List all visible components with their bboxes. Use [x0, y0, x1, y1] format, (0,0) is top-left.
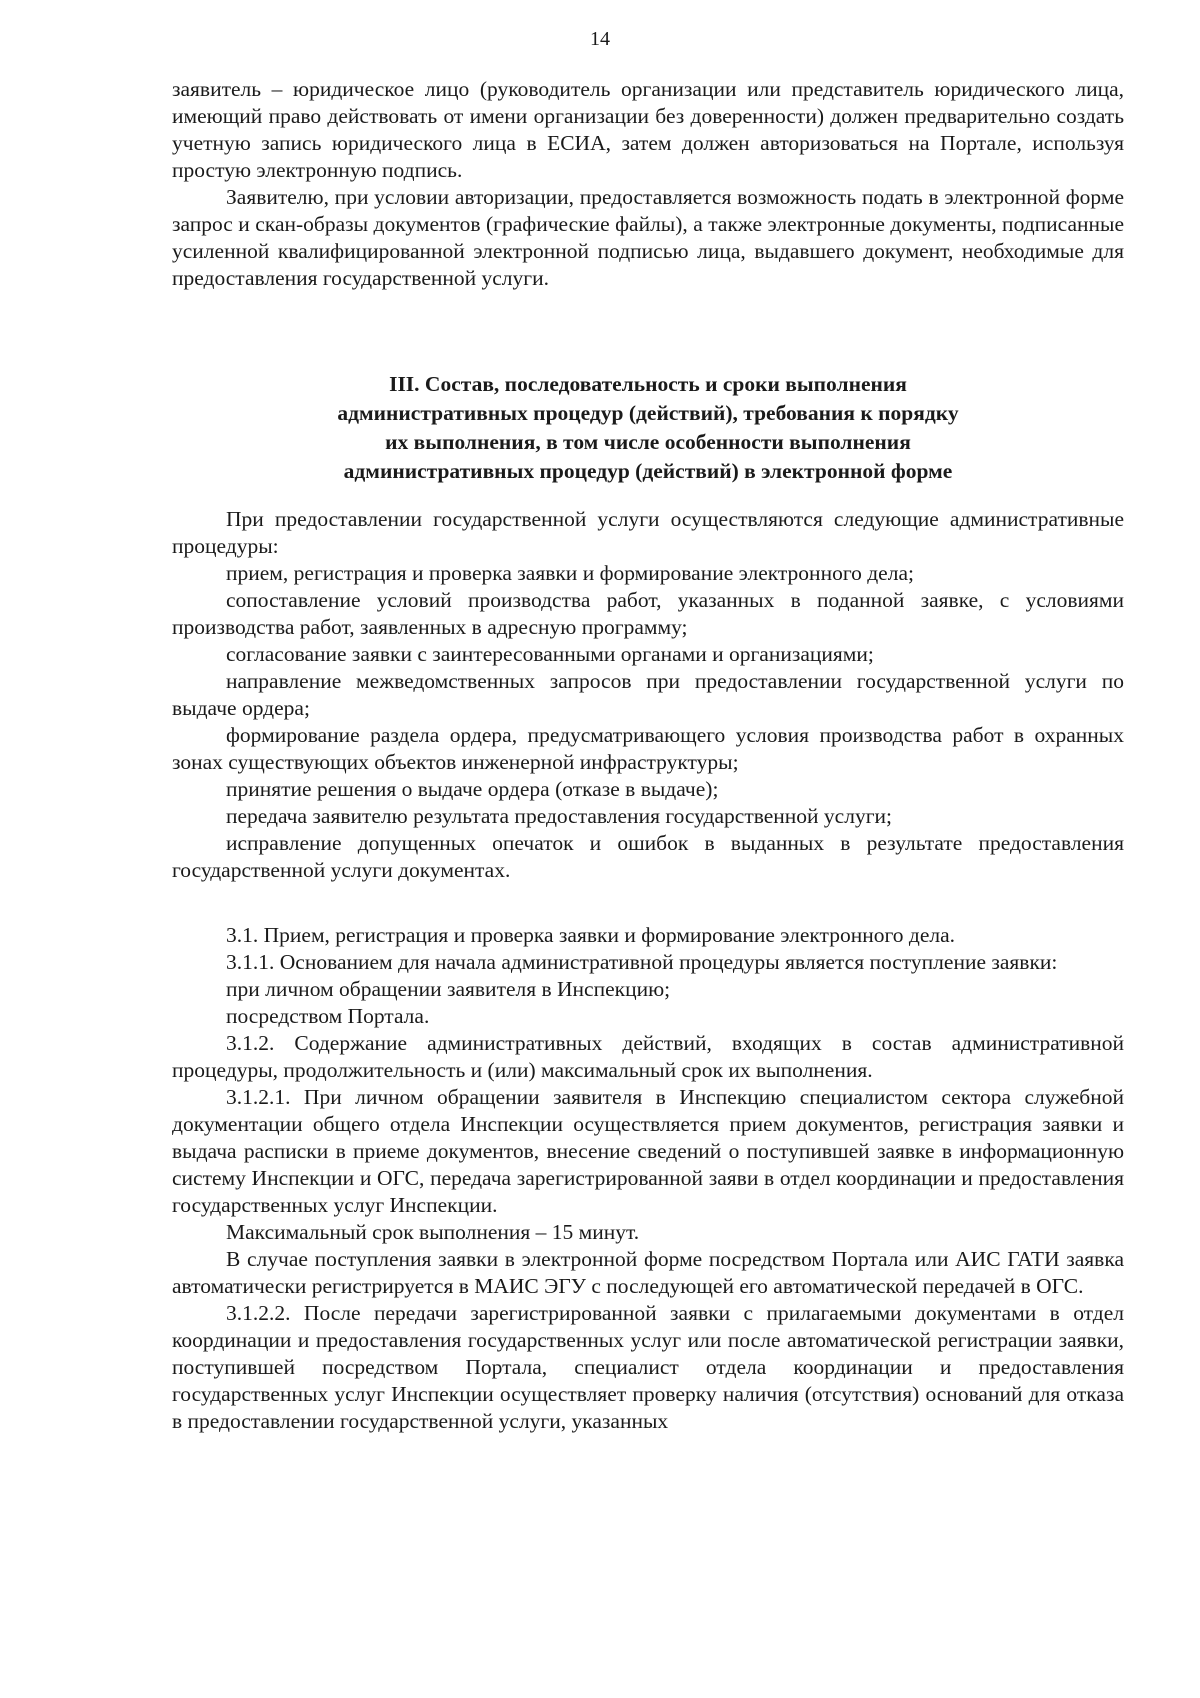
portal-case-paragraph: В случае поступления заявки в электронной форме посредством Портала или АИС ГАТИ заявка автоматически регистрируется в МАИС ЭГУ с последующей его автоматической передачей в ОГС. — [172, 1247, 1124, 1298]
paragraph-3-1-2-2: 3.1.2.2. После передачи зарегистрированной заявки с прилагаемыми документами в отдел координации и предоставления государственных услуг или после автоматической регистрации заявки, поступившей посредством Портала, специалист отдела координации и предоставления государственных услуг Инспекции осуществляет проверку наличия (отсутствия) оснований для отказа в предоставлении государственной услуги, указанных — [172, 1301, 1124, 1433]
procedure-item: принятие решения о выдаче ордера (отказе в выдаче); — [226, 777, 719, 801]
procedures-intro: При предоставлении государственной услуги осуществляются следующие административные процедуры: — [172, 507, 1124, 558]
intro-paragraph: заявитель – юридическое лицо (руководитель организации или представитель юридического лица, имеющий право действовать от имени организации без доверенности) должен предварительно создать учетную запись юридического лица в ЕСИА, затем должен авторизоваться на Портале, используя простую электронную подпись. — [172, 77, 1124, 182]
section-heading-line: административных процедур (действий) в электронной форме — [343, 459, 953, 483]
spacer — [172, 486, 1124, 506]
paragraph-3-1-1: 3.1.1. Основанием для начала административной процедуры является поступление заявки: — [226, 950, 1058, 974]
page-number: 14 — [590, 28, 610, 50]
procedure-item: исправление допущенных опечаток и ошибок в выданных в результате предоставления государственной услуги документах. — [172, 831, 1124, 882]
spacer — [172, 292, 1124, 370]
procedure-item: передача заявителю результата предоставления государственной услуги; — [226, 804, 893, 828]
intro-paragraph: Заявителю, при условии авторизации, предоставляется возможность подать в электронной форме запрос и скан-образы документов (графические файлы), а также электронные документы, подписанные усиленной квалифицированной электронной подписью лица, выдавшего документ, необходимые для предоставления государственной услуги. — [172, 185, 1124, 290]
procedure-item: сопоставление условий производства работ, указанных в поданной заявке, с условиями производства работ, заявленных в адресную программу; — [172, 588, 1124, 639]
section-heading-line: III. Состав, последовательность и сроки выполнения — [389, 372, 907, 396]
procedure-item: согласование заявки с заинтересованными органами и организациями; — [226, 642, 874, 666]
max-time-paragraph: Максимальный срок выполнения – 15 минут. — [226, 1220, 640, 1244]
procedure-item: формирование раздела ордера, предусматривающего условия производства работ в охранных зонах существующих объектов инженерной инфраструктуры; — [172, 723, 1124, 774]
section-heading-line: их выполнения, в том числе особенности выполнения — [385, 430, 911, 454]
procedure-item: прием, регистрация и проверка заявки и формирование электронного дела; — [226, 561, 914, 585]
ground-item: посредством Портала. — [226, 1004, 430, 1028]
document-body — [172, 76, 1124, 1435]
procedure-item: направление межведомственных запросов при предоставлении государственной услуги по выдаче ордера; — [172, 669, 1124, 720]
subsection-title: 3.1. Прием, регистрация и проверка заявки и формирование электронного дела. — [226, 923, 956, 947]
paragraph-3-1-2-1: 3.1.2.1. При личном обращении заявителя в Инспекцию специалистом сектора служебной документации общего отдела Инспекции осуществляется прием документов, регистрация заявки и выдача расписки в приеме документов, внесение сведений о поступившей заявке в информационную систему Инспекции и ОГС, передача зарегистрированной заяви в отдел координации и предоставления государственных услуг Инспекции. — [172, 1085, 1124, 1217]
ground-item: при личном обращении заявителя в Инспекцию; — [226, 977, 671, 1001]
section-heading-line: административных процедур (действий), требования к порядку — [337, 401, 959, 425]
spacer — [172, 884, 1124, 922]
paragraph-3-1-2: 3.1.2. Содержание административных действий, входящих в состав административной процедуры, продолжительность и (или) максимальный срок их выполнения. — [172, 1031, 1124, 1082]
section-heading — [172, 370, 1124, 486]
